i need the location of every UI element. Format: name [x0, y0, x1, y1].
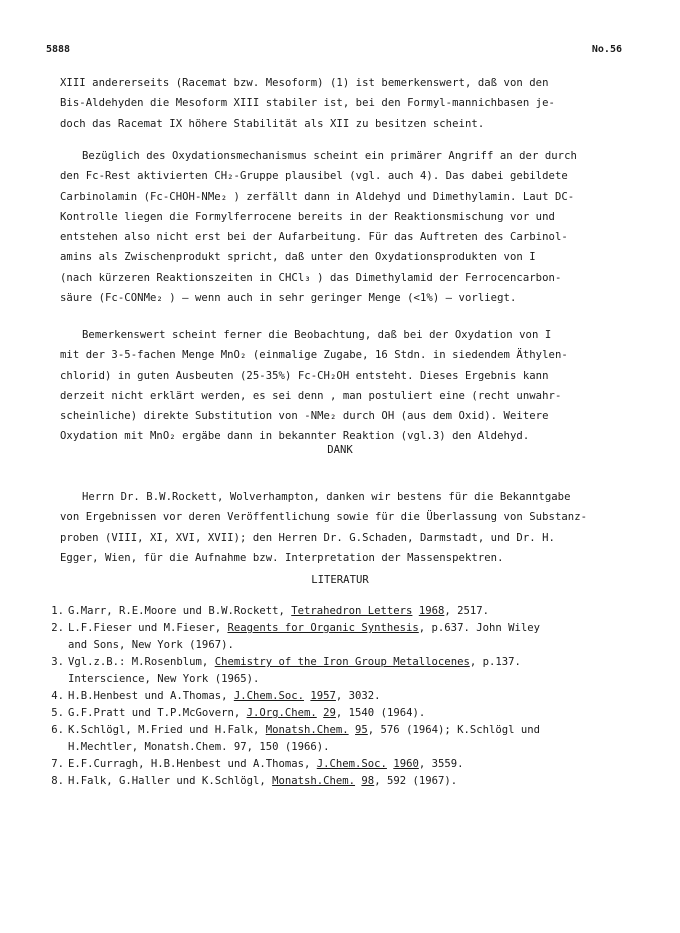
text-line: mit der 3-5-fachen Menge MnO₂ (einmalige Zugabe, 16 Stdn. in siedendem Äthylen-: [60, 349, 568, 362]
reference-journal: Chemistry of the Iron Group Metallocenes: [214, 656, 470, 668]
acknowledgement: [60, 487, 640, 568]
text-line: scheinliche) direkte Substitution von -NMe₂ durch OH (aus dem Oxid). Weitere: [60, 410, 549, 423]
reference-number: 8.: [51, 775, 64, 787]
text-line: Herrn Dr. B.W.Rockett, Wolverhampton, danken wir bestens für die Bekanntgabe: [82, 491, 571, 503]
text-line: säure (Fc-CONMe₂ ) — wenn auch in sehr geringer Menge (<1%) — vorliegt.: [60, 292, 517, 305]
reference-pages: , p.137.: [469, 656, 521, 668]
paragraph-3: [60, 325, 620, 447]
reference-journal: J.Org.Chem.: [246, 707, 317, 719]
reference-volume: 98: [361, 775, 375, 787]
text-line: Bemerkenswert scheint ferner die Beobachtung, daß bei der Oxydation von I: [82, 329, 552, 341]
reference-number: 5.: [51, 707, 64, 719]
reference-authors: G.Marr, R.E.Moore und B.W.Rockett,: [68, 605, 292, 617]
reference-authors: L.F.Fieser und M.Fieser,: [68, 622, 228, 634]
text-line: derzeit nicht erklärt werden, es sei denn , man postuliert eine (recht unwahr-: [60, 389, 562, 402]
reference-pages: , 592 (1967).: [374, 775, 458, 787]
text-line: Oxydation mit MnO₂ ergäbe dann in bekannter Reaktion (vgl.3) den Aldehyd.: [60, 430, 530, 443]
reference-item: [44, 688, 644, 705]
reference-pages: , 1540 (1964).: [335, 707, 426, 719]
reference-item: [44, 654, 644, 671]
reference-item: [44, 705, 644, 722]
reference-item: [44, 722, 644, 739]
page-number: 5888: [46, 44, 71, 55]
reference-journal: J.Chem.Soc.: [316, 758, 387, 770]
text-line: Bis-Aldehyden die Mesoform XIII stabiler ist, bei den Formyl-mannichbasen je-: [60, 97, 555, 110]
reference-continuation: H.Mechtler, Monatsh.Chem. 97, 150 (1966).: [68, 741, 330, 753]
reference-authors: G.F.Pratt und T.P.McGovern,: [68, 707, 247, 719]
reference-journal: Tetrahedron Letters: [291, 605, 413, 617]
dank-heading: DANK: [327, 444, 353, 456]
reference-volume: 1957: [310, 690, 336, 702]
text-line: (nach kürzeren Reaktionszeiten in CHCl₃ ) das Dimethylamid der Ferrocencarbon-: [60, 271, 562, 284]
reference-continuation: Interscience, New York (1965).: [68, 673, 260, 685]
reference-number: 1.: [51, 605, 64, 617]
reference-volume: 1968: [418, 605, 445, 617]
text-line: Bezüglich des Oxydationsmechanismus scheint ein primärer Angriff an der durch: [82, 150, 577, 162]
reference-pages: , 3032.: [335, 690, 381, 702]
reference-number: 6.: [51, 724, 64, 736]
reference-number: 4.: [51, 690, 64, 702]
paragraph-2: [60, 146, 620, 308]
reference-journal: Monatsh.Chem.: [265, 724, 349, 736]
reference-number: 3.: [51, 656, 64, 668]
reference-pages: , 2517.: [444, 605, 489, 617]
reference-volume: 1960: [393, 758, 419, 770]
reference-authors: E.F.Curragh, H.B.Henbest und A.Thomas,: [68, 758, 317, 770]
text-line: Carbinolamin (Fc-CHOH-NMe₂ ) zerfällt dann in Aldehyd und Dimethylamin. Laut DC-: [60, 190, 575, 203]
reference-pages: , 3559.: [418, 758, 464, 770]
reference-authors: H.Falk, G.Haller und K.Schlögl,: [68, 775, 273, 787]
reference-list: [44, 603, 644, 790]
text-line: Kontrolle liegen die Formylferrocene bereits in der Reaktionsmischung vor und: [60, 210, 555, 223]
reference-journal: Reagents for Organic Synthesis: [227, 622, 419, 634]
reference-authors: Vgl.z.B.: M.Rosenblum,: [68, 656, 215, 668]
paragraph-1: [60, 73, 620, 134]
literatur-heading: LITERATUR: [311, 574, 369, 586]
reference-number: 7.: [51, 758, 64, 770]
text-line: von Ergebnissen vor deren Veröffentlichung sowie für die Überlassung von Substanz-: [60, 511, 588, 524]
text-line: den Fc-Rest aktivierten CH₂-Gruppe plausibel (vgl. auch 4). Das dabei gebildete: [60, 170, 568, 183]
reference-pages: , 576 (1964); K.Schlögl und: [367, 724, 541, 736]
reference-journal: J.Chem.Soc.: [233, 690, 304, 702]
reference-pages: , p.637. John Wiley: [418, 622, 540, 634]
reference-item: [44, 620, 644, 637]
text-line: proben (VIII, XI, XVI, XVII); den Herren Dr. G.Schaden, Darmstadt, und Dr. H.: [60, 531, 555, 544]
reference-authors: H.B.Henbest und A.Thomas,: [68, 690, 234, 702]
text-line: entstehen also nicht erst bei der Aufarbeitung. Für das Auftreten des Carbinol-: [60, 231, 568, 244]
reference-item: [44, 603, 644, 620]
text-line: XIII andererseits (Racemat bzw. Mesoform) (1) ist bemerkenswert, daß von den: [60, 77, 549, 89]
reference-volume: 29: [323, 707, 336, 719]
reference-number: 2.: [51, 622, 64, 634]
reference-continuation: and Sons, New York (1967).: [68, 639, 234, 651]
reference-item: [44, 756, 644, 773]
text-line: amins als Zwischenprodukt spricht, daß unter den Oxydationsprodukten von I: [60, 251, 536, 264]
issue-number: No.56: [591, 44, 622, 55]
reference-volume: 95: [355, 724, 368, 736]
reference-journal: Monatsh.Chem.: [272, 775, 356, 787]
text-line: doch das Racemat IX höhere Stabilität als XII zu besitzen scheint.: [60, 117, 485, 130]
text-line: chlorid) in guten Ausbeuten (25-35%) Fc-CH₂OH entsteht. Dieses Ergebnis kann: [60, 369, 549, 382]
text-line: Egger, Wien, für die Aufnahme bzw. Interpretation der Massenspektren.: [60, 551, 504, 564]
reference-authors: K.Schlögl, M.Fried und H.Falk,: [68, 724, 266, 736]
reference-item: [44, 773, 644, 790]
